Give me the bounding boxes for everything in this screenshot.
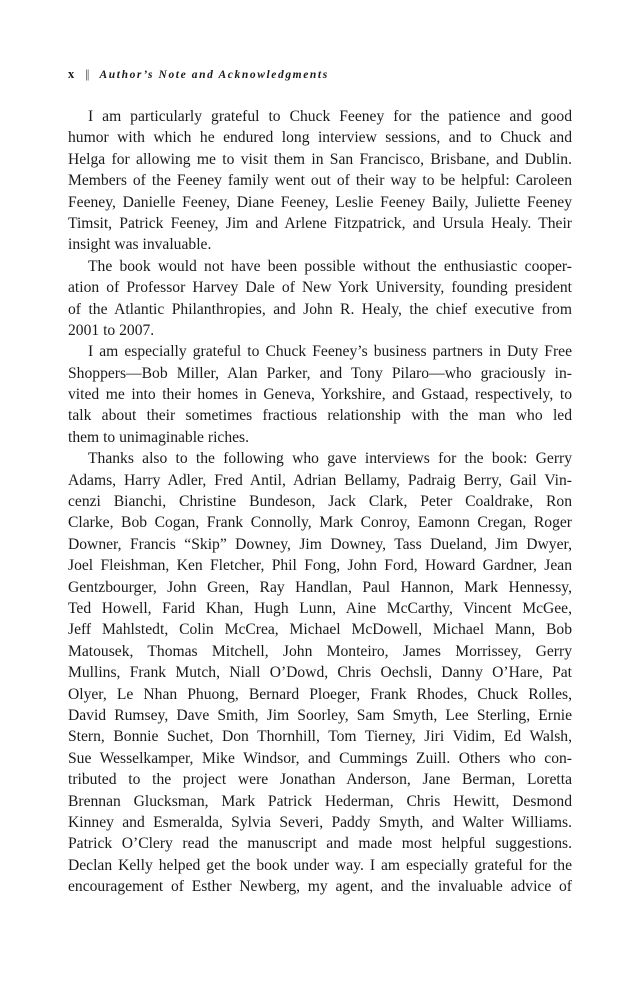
- text-line: humor with which he endured long interview sessions, and to Chuck and: [68, 129, 572, 147]
- text-line: Downer, Francis “Skip” Downey, Jim Downey, Tass Dueland, Jim Dwyer,: [68, 535, 572, 553]
- text-line: encouragement of Esther Newberg, my agent, and the invaluable advice of: [68, 878, 572, 896]
- text-line: Ted Howell, Farid Khan, Hugh Lunn, Aine McCarthy, Vincent McGee,: [68, 599, 572, 617]
- text-line: Members of the Feeney family went out of their way to be helpful: Caroleen: [68, 172, 572, 190]
- text-line: Timsit, Patrick Feeney, Jim and Arlene Fitzpatrick, and Ursula Healy. Their: [68, 214, 572, 232]
- text-line: Thanks also to the following who gave interviews for the book: Gerry: [88, 450, 572, 468]
- body-text: [68, 106, 572, 897]
- text-line: of the Atlantic Philanthropies, and John R. Healy, the chief executive from: [68, 300, 572, 318]
- text-line: Declan Kelly helped get the book under way. I am especially grateful for the: [68, 856, 572, 874]
- text-line: David Rumsey, Dave Smith, Jim Soorley, Sam Smyth, Lee Sterling, Ernie: [68, 706, 572, 724]
- running-head-separator: ||: [85, 67, 89, 81]
- text-line: Brennan Glucksman, Mark Patrick Hederman, Chris Hewitt, Desmond: [68, 792, 572, 810]
- text-line: Jeff Mahlstedt, Colin McCrea, Michael McDowell, Michael Mann, Bob: [68, 621, 572, 639]
- running-head: [68, 66, 329, 83]
- text-line: Feeney, Danielle Feeney, Diane Feeney, Leslie Feeney Baily, Juliette Feeney: [68, 193, 572, 211]
- text-line: Shoppers—Bob Miller, Alan Parker, and Tony Pilaro—who graciously in-: [68, 364, 572, 382]
- text-line: ation of Professor Harvey Dale of New York University, founding president: [68, 279, 572, 297]
- text-line: Olyer, Le Nhan Phuong, Bernard Ploeger, Frank Rhodes, Chuck Rolles,: [68, 685, 572, 703]
- text-line: Sue Wesselkamper, Mike Windsor, and Cummings Zuill. Others who con-: [68, 749, 572, 767]
- running-head-title: Author’s Note and Acknowledgments: [99, 69, 329, 81]
- text-line: Clarke, Bob Cogan, Frank Connolly, Mark Conroy, Eamonn Cregan, Roger: [68, 514, 572, 532]
- text-line: Adams, Harry Adler, Fred Antil, Adrian Bellamy, Padraig Berry, Gail Vin-: [68, 471, 572, 489]
- text-line: Gentzbourger, John Green, Ray Handlan, Paul Hannon, Mark Hennessy,: [68, 578, 572, 596]
- text-line: vited me into their homes in Geneva, Yorkshire, and Gstaad, respectively, to: [68, 386, 572, 404]
- text-line: talk about their sometimes fractious relationship with the man who led: [68, 407, 572, 425]
- text-line: Stern, Bonnie Suchet, Don Thornhill, Tom Tierney, Jiri Vidim, Ed Walsh,: [68, 728, 572, 746]
- text-line: I am especially grateful to Chuck Feeney’s business partners in Duty Free: [88, 343, 572, 361]
- text-line: I am particularly grateful to Chuck Feeney for the patience and good: [88, 108, 572, 125]
- page-number: x: [68, 67, 75, 81]
- text-line: Mullins, Frank Mutch, Niall O’Dowd, Chris Oechsli, Danny O’Hare, Pat: [68, 664, 572, 682]
- text-line: Helga for allowing me to visit them in San Francisco, Brisbane, and Dublin.: [68, 150, 572, 168]
- text-line: The book would not have been possible without the enthusiastic cooper-: [88, 257, 572, 275]
- text-line: Kinney and Esmeralda, Sylvia Severi, Paddy Smyth, and Walter Williams.: [68, 813, 572, 831]
- text-line: tributed to the project were Jonathan Anderson, Jane Berman, Loretta: [68, 771, 572, 789]
- text-line: Joel Fleishman, Ken Fletcher, Phil Fong, John Ford, Howard Gardner, Jean: [68, 557, 572, 575]
- text-line: insight was invaluable.: [68, 236, 212, 254]
- text-line: Patrick O’Clery read the manuscript and made most helpful suggestions.: [68, 835, 572, 853]
- text-line: Matousek, Thomas Mitchell, John Monteiro, James Morrissey, Gerry: [68, 642, 572, 660]
- text-line: cenzi Bianchi, Christine Bundeson, Jack Clark, Peter Coaldrake, Ron: [68, 493, 572, 511]
- text-line: them to unimaginable riches.: [68, 428, 250, 446]
- text-line: 2001 to 2007.: [68, 321, 155, 339]
